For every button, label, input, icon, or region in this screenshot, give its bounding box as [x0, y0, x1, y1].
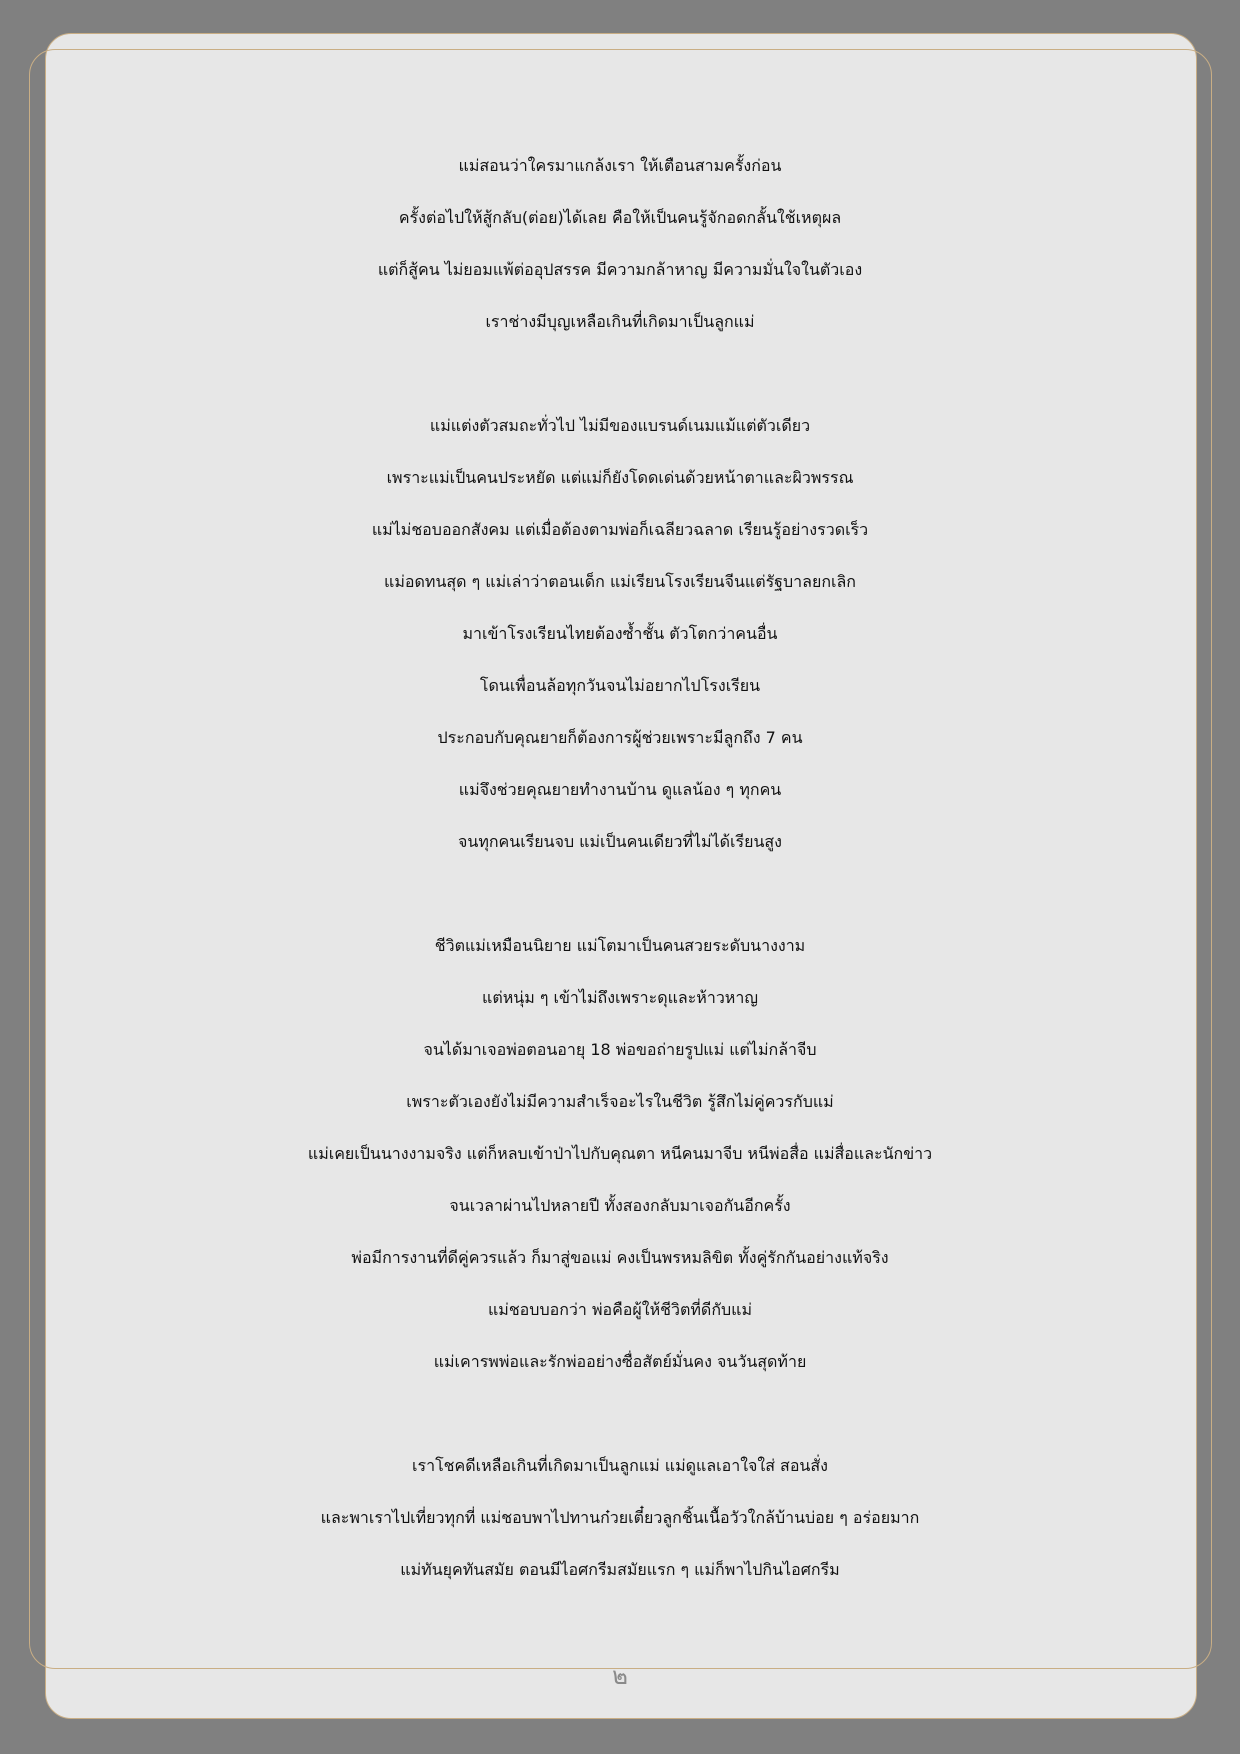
stanza-3	[40, 920, 1200, 1388]
text-line: แม่จึงช่วยคุณยายทำงานบ้าน ดูแลน้อง ๆ ทุกคน	[458, 780, 782, 799]
text-line: เราโชคดีเหลือเกินที่เกิดมาเป็นลูกแม่ แม่ดูแลเอาใจใส่ สอนสั่ง	[412, 1456, 828, 1475]
text-line: แต่หนุ่ม ๆ เข้าไม่ถึงเพราะดุและห้าวหาญ	[482, 988, 758, 1007]
text-line: เราช่างมีบุญเหลือเกินที่เกิดมาเป็นลูกแม่	[485, 312, 755, 331]
stanza-1	[40, 140, 1200, 348]
text-line: แม่เคยเป็นนางงามจริง แต่ก็หลบเข้าป่าไปกับคุณตา หนีคนมาจีบ หนีพ่อสื่อ แม่สื่อและนักข่าว	[307, 1144, 933, 1163]
stanza-2	[40, 400, 1200, 868]
text-line: แม่ไม่ชอบออกสังคม แต่เมื่อต้องตามพ่อก็เฉลียวฉลาด เรียนรู้อย่างรวดเร็ว	[371, 520, 869, 539]
text-line: แต่ก็สู้คน ไม่ยอมแพ้ต่ออุปสรรค มีความกล้าหาญ มีความมั่นใจในตัวเอง	[377, 260, 863, 279]
text-line: เพราะตัวเองยังไม่มีความสำเร็จอะไรในชีวิต รู้สึกไม่คู่ควรกับแม่	[406, 1092, 834, 1111]
text-line: แม่ทันยุคทันสมัย ตอนมีไอศกรีมสมัยแรก ๆ แม่ก็พาไปกินไอศกรีม	[400, 1560, 840, 1579]
stanza-4	[40, 1440, 1200, 1596]
page-body	[40, 140, 1200, 1596]
page-number: ๒	[612, 1662, 628, 1690]
text-line: ชีวิตแม่เหมือนนิยาย แม่โตมาเป็นคนสวยระดับนางงาม	[434, 936, 806, 955]
text-line: แม่แต่งตัวสมถะทั่วไป ไม่มีของแบรนด์เนมแม้แต่ตัวเดียว	[429, 416, 811, 435]
text-line: ประกอบกับคุณยายก็ต้องการผู้ช่วยเพราะมีลูกถึง 7 คน	[437, 728, 803, 747]
text-line: จนทุกคนเรียนจบ แม่เป็นคนเดียวที่ไม่ได้เรียนสูง	[458, 832, 782, 851]
text-line: แม่สอนว่าใครมาแกล้งเรา ให้เตือนสามครั้งก่อน	[458, 156, 782, 175]
text-line: เพราะแม่เป็นคนประหยัด แต่แม่ก็ยังโดดเด่นด้วยหน้าตาและผิวพรรณ	[386, 468, 854, 487]
text-line: และพาเราไปเที่ยวทุกที่ แม่ชอบพาไปทานก๋วยเตี๋ยวลูกชิ้นเนื้อวัวใกล้บ้านบ่อย ๆ อร่อยมาก	[320, 1508, 920, 1527]
text-line: ครั้งต่อไปให้สู้กลับ(ต่อย)ได้เลย คือให้เป็นคนรู้จักอดกลั้นใช้เหตุผล	[398, 208, 842, 227]
text-line: แม่อดทนสุด ๆ แม่เล่าว่าตอนเด็ก แม่เรียนโรงเรียนจีนแต่รัฐบาลยกเลิก	[384, 572, 856, 591]
text-line: จนได้มาเจอพ่อตอนอายุ 18 พ่อขอถ่ายรูปแม่ แต่ไม่กล้าจีบ	[423, 1040, 817, 1059]
stanza-gap	[40, 868, 1200, 920]
text-line: พ่อมีการงานที่ดีคู่ควรแล้ว ก็มาสู่ขอแม่ คงเป็นพรหมลิขิต ทั้งคู่รักกันอย่างแท้จริง	[351, 1248, 889, 1267]
text-line: มาเข้าโรงเรียนไทยต้องซ้ำชั้น ตัวโตกว่าคนอื่น	[462, 624, 778, 643]
stanza-gap	[40, 1388, 1200, 1440]
text-line: จนเวลาผ่านไปหลายปี ทั้งสองกลับมาเจอกันอีกครั้ง	[449, 1196, 791, 1215]
text-line: โดนเพื่อนล้อทุกวันจนไม่อยากไปโรงเรียน	[479, 676, 761, 695]
text-line: แม่เคารพพ่อและรักพ่ออย่างซื่อสัตย์มั่นคง จนวันสุดท้าย	[433, 1352, 807, 1371]
text-line: แม่ชอบบอกว่า พ่อคือผู้ให้ชีวิตที่ดีกับแม่	[487, 1300, 753, 1319]
stanza-gap	[40, 348, 1200, 400]
